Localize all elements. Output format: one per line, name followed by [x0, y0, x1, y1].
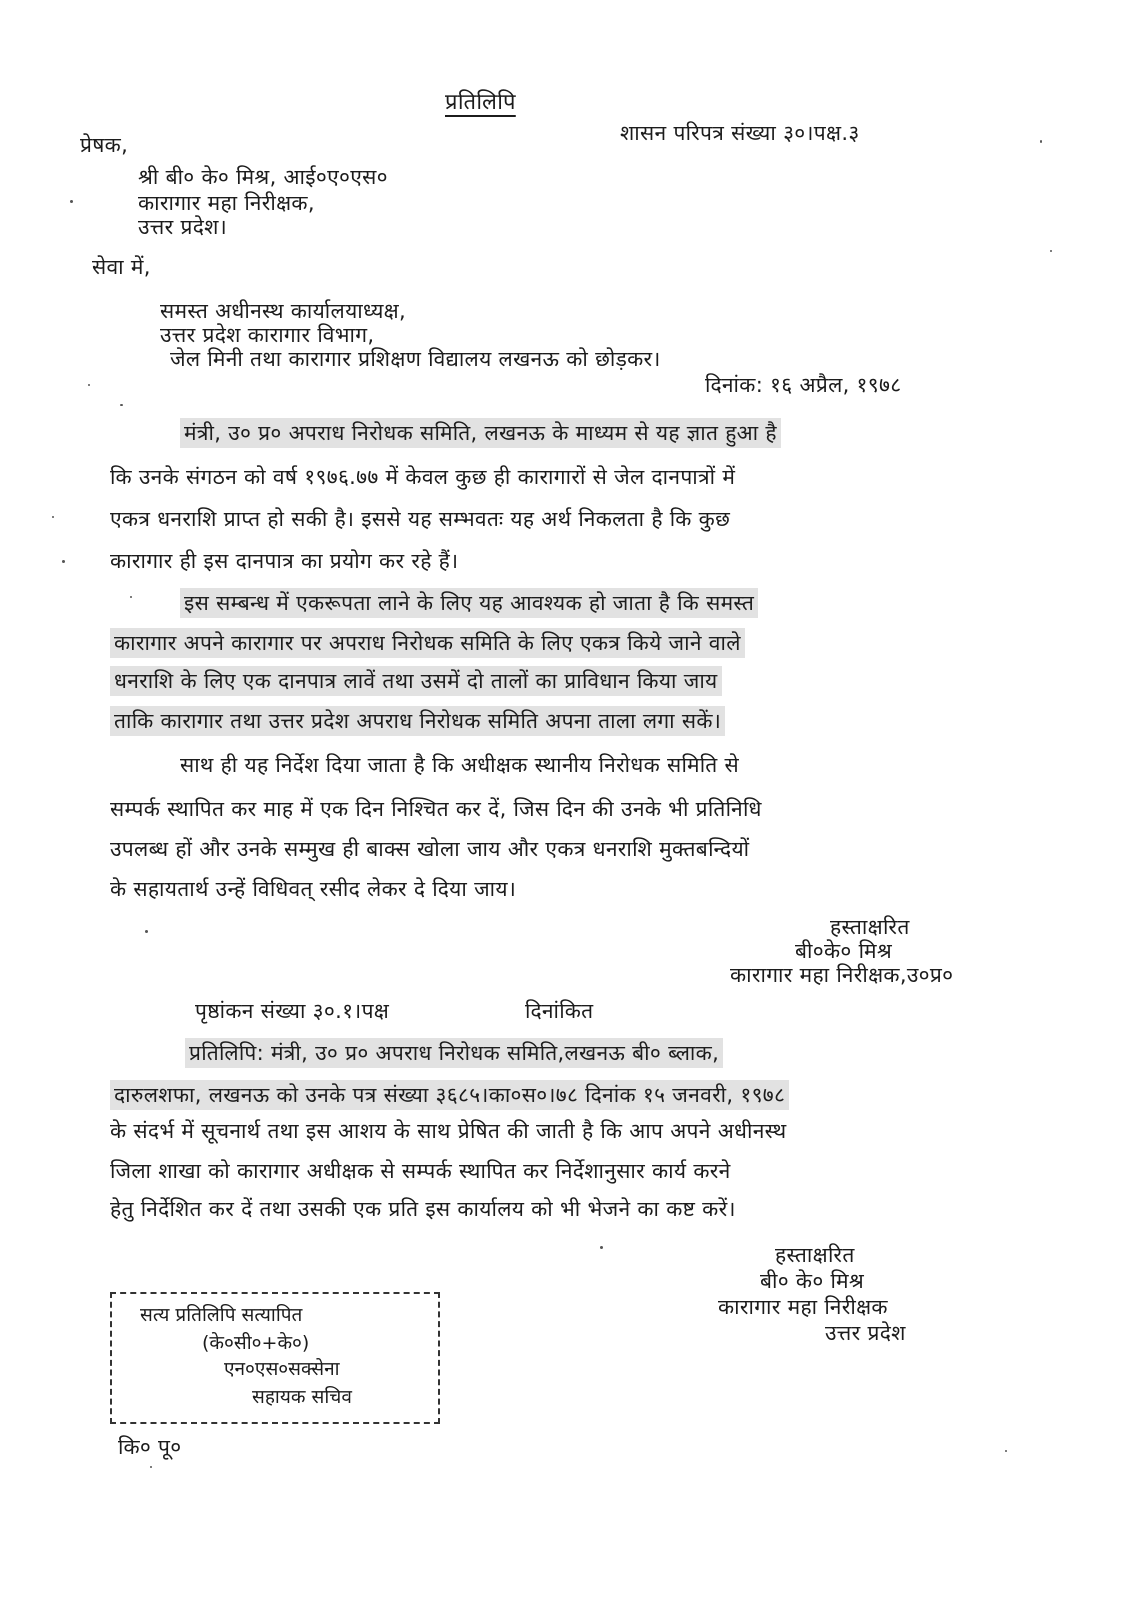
document-title: प्रतिलिपि [445, 90, 516, 115]
signature-2-signed: हस्ताक्षरित [775, 1243, 855, 1267]
attestation-line-2: (के०सी०+के०) [202, 1332, 310, 1354]
letter-date: दिनांक: १६ अप्रैल, १९७८ [705, 373, 902, 397]
sender-state: उत्तर प्रदेश। [138, 215, 228, 239]
paragraph-3-line-4: के सहायतार्थ उन्हें विधिवत् रसीद लेकर दे दिया जाय। [110, 877, 517, 901]
scan-speck [145, 930, 148, 933]
scan-speck [1050, 250, 1052, 252]
paragraph-1-line-2: कि उनके संगठन को वर्ष १९७६.७७ में केवल कुछ ही कारागारों से जेल दानपात्रों में [110, 465, 736, 489]
signature-2-designation: कारागार महा निरीक्षक [718, 1295, 888, 1319]
paragraph-2-line-2: कारागार अपने कारागार पर अपराध निरोधक समिति के लिए एकत्र किये जाने वाले [110, 628, 745, 658]
scan-speck [1005, 1450, 1007, 1452]
paragraph-3-line-3: उपलब्ध हों और उनके सम्मुख ही बाक्स खोला जाय और एकत्र धनराशि मुक्तबन्दियों [110, 837, 750, 861]
endorsement-body-line-3: के संदर्भ में सूचनार्थ तथा इस आशय के साथ प्रेषित की जाती है कि आप अपने अधीनस्थ [110, 1119, 787, 1143]
paragraph-1-line-1: मंत्री, उ० प्र० अपराध निरोधक समिति, लखनऊ के माध्यम से यह ज्ञात हुआ है [180, 418, 781, 448]
scan-speck [88, 384, 90, 386]
signature-1-name: बी०के० मिश्र [795, 939, 893, 963]
paragraph-2-line-4: ताकि कारागार तथा उत्तर प्रदेश अपराध निरोधक समिति अपना ताला लगा सकें। [110, 706, 725, 736]
paragraph-1-line-3: एकत्र धनराशि प्राप्त हो सकी है। इससे यह सम्भवतः यह अर्थ निकलता है कि कुछ [110, 507, 731, 531]
recipient-line-1: समस्त अधीनस्थ कार्यालयाध्यक्ष, [160, 299, 407, 323]
to-label: सेवा में, [92, 255, 151, 279]
endorsement-body-line-5: हेतु निर्देशित कर दें तथा उसकी एक प्रति इस कार्यालय को भी भेजने का कष्ट करें। [110, 1197, 736, 1221]
paragraph-1-line-4: कारागार ही इस दानपात्र का प्रयोग कर रहे हैं। [110, 549, 459, 573]
endorsement-number: पृष्ठांकन संख्या ३०.१।पक्ष [195, 999, 390, 1023]
signature-2-name: बी० के० मिश्र [760, 1269, 865, 1293]
signature-2-state: उत्तर प्रदेश [825, 1321, 906, 1345]
recipient-line-3: जेल मिनी तथा कारागार प्रशिक्षण विद्यालय लखनऊ को छोड़कर। [170, 347, 661, 371]
scan-speck [70, 200, 73, 203]
footer-note: कि० पू० [118, 1435, 182, 1459]
paragraph-3-line-1: साथ ही यह निर्देश दिया जाता है कि अधीक्षक स्थानीय निरोधक समिति से [180, 753, 739, 777]
signature-1-designation: कारागार महा निरीक्षक,उ०प्र० [730, 963, 954, 987]
circular-number: शासन परिपत्र संख्या ३०।पक्ष.३ [620, 121, 860, 145]
paragraph-2-line-1: इस सम्बन्ध में एकरूपता लाने के लिए यह आवश्यक हो जाता है कि समस्त [180, 588, 758, 618]
scan-speck [120, 404, 123, 406]
endorsement-body-line-2: दारुलशफा, लखनऊ को उनके पत्र संख्या ३६८५।का०स०।७८ दिनांक १५ जनवरी, १९७८ [110, 1080, 789, 1110]
sender-label: प्रेषक, [80, 133, 129, 157]
sender-designation: कारागार महा निरीक्षक, [138, 191, 315, 215]
attestation-line-1: सत्य प्रतिलिपि सत्यापित [140, 1304, 303, 1326]
endorsement-body-line-4: जिला शाखा को कारागार अधीक्षक से सम्पर्क स्थापित कर निर्देशानुसार कार्य करने [110, 1159, 731, 1183]
signature-1-signed: हस्ताक्षरित [830, 915, 910, 939]
scan-speck [150, 1466, 152, 1468]
paragraph-3-line-2: सम्पर्क स्थापित कर माह में एक दिन निश्चित कर दें, जिस दिन की उनके भी प्रतिनिधि [110, 797, 762, 821]
recipient-line-2: उत्तर प्रदेश कारागार विभाग, [160, 323, 375, 347]
scan-speck [600, 1246, 603, 1249]
scan-speck [62, 560, 65, 563]
endorsement-date: दिनांकित [525, 999, 594, 1023]
attestation-stamp [110, 1292, 440, 1424]
attestation-line-3: एन०एस०सक्सेना [224, 1358, 340, 1380]
attestation-line-4: सहायक सचिव [252, 1386, 352, 1408]
sender-name: श्री बी० के० मिश्र, आई०ए०एस० [138, 165, 388, 189]
scan-speck [130, 596, 132, 598]
paragraph-2-line-3: धनराशि के लिए एक दानपात्र लावें तथा उसमें दो तालों का प्राविधान किया जाय [110, 666, 722, 696]
scan-speck [52, 516, 54, 518]
endorsement-body-line-1: प्रतिलिपि: मंत्री, उ० प्र० अपराध निरोधक समिति,लखनऊ बी० ब्लाक, [185, 1038, 723, 1068]
scan-speck [1040, 140, 1042, 143]
